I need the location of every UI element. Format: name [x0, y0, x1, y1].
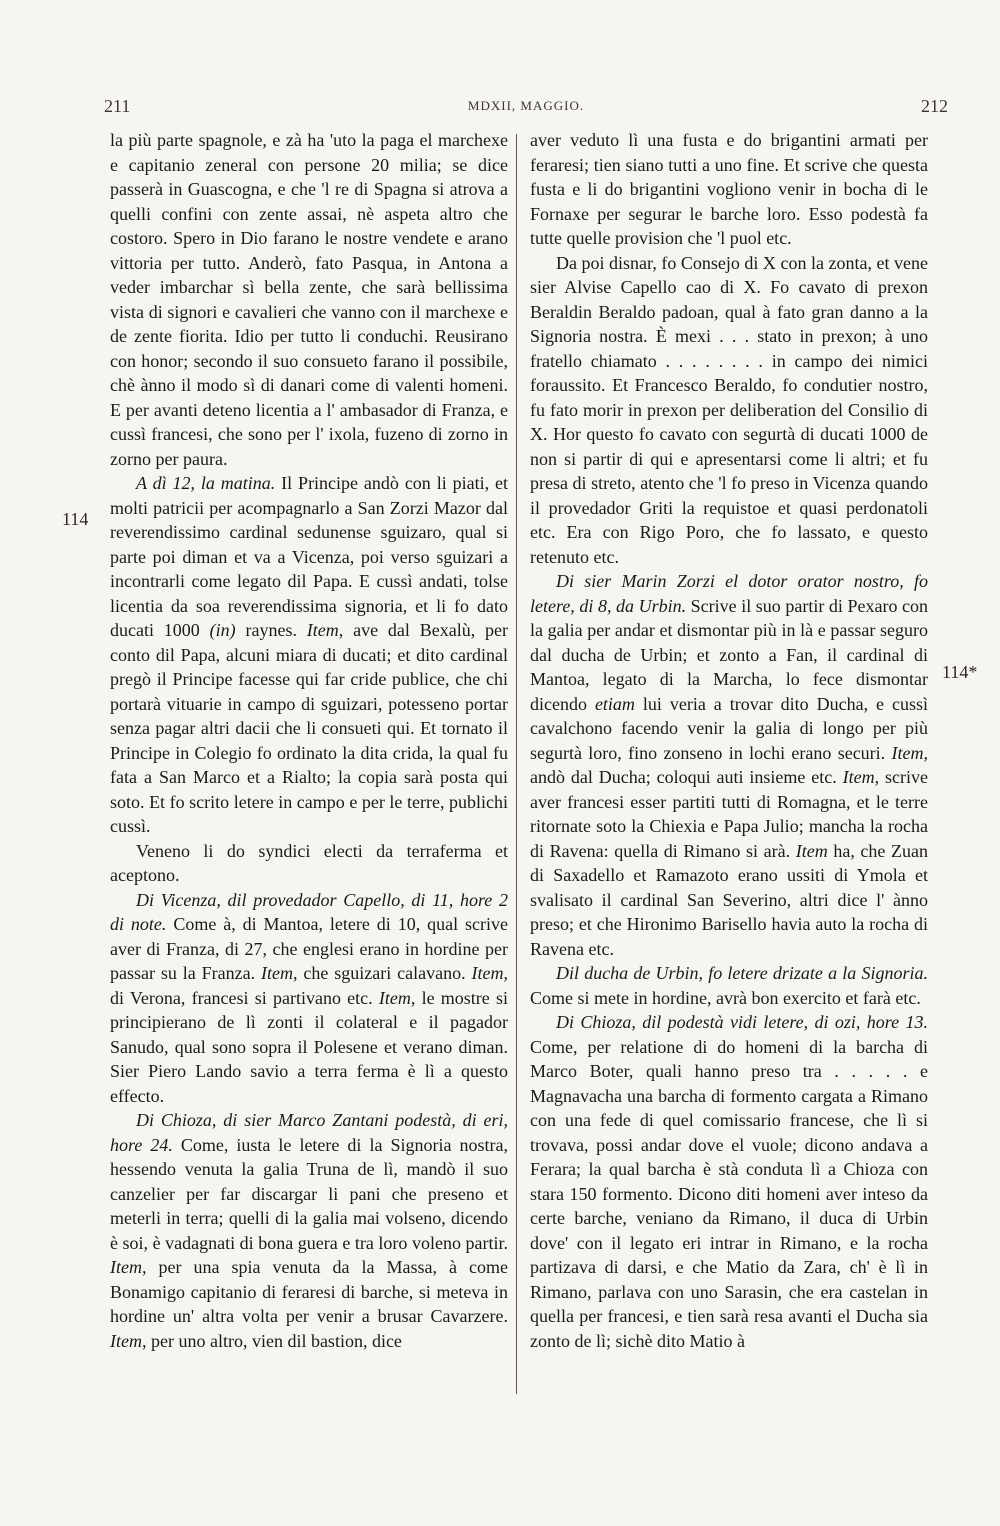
- paragraph: Di sier Marin Zorzi el dotor orator nostro, fo letere, di 8, da Urbin. Scrive il suo partir di Pexaro con la galia per andar et dismontar più in là e passar seguro dal ducha de Urbin; et zonto a Fan, il cardinal di Mantoa, legato di la Marcha, lo fece dismontar dicendo etiam lui veria a trovar dito Ducha, e cussì cavalchono facendo venir la galia di longo per più segurtà loro, fino zonseno in lochi erano securi. Item, andò dal Ducha; coloqui auti insieme etc. Item, scrive aver francesi esser partiti tutti di Romagna, et le terre ritornate soto la Chiexia e Papa Julio; mancha la rocha di Ravena: quella di Rimano si arà. Item ha, che Zuan di Saxadello et Ramazoto erano ussiti di Ymola et svalisato il cardinal San Severino, altri dice l' ànno preso; et che Hironimo Barisello havia auto la rocha di Ravena etc.: [530, 571, 929, 959]
- running-header: [104, 96, 948, 126]
- right-column: [530, 128, 928, 1353]
- page-number-right: 212: [921, 96, 948, 116]
- entry-heading: Di sier Marin Zorzi el dotor orator nostro, fo letere, di 8, da Urbin.: [530, 571, 928, 616]
- paragraph: Di Chioza, dil podestà vidi letere, di ozi, hore 13. Come, per relatione di do homeni di la barcha di Marco Boter, quali hanno preso tra . . . . . e Magnavacha una barcha di formento cargata a Rimano con una fede di quel comissario francese, che lì si trovava, possi andar dove el vuole; dicono andava a Ferara; la qual barcha è stà conduta lì a Chioza con stara 150 formento. Dicono diti homeni aver inteso da certe barche, veniano da Rimano, il duca di Urbin dove' con il legato eri intrar in Rimano, e la rocha partizava di darsi, e che Matio da Zara, ch' è lì in Rimano, parlava con uno Sarasin, che era castelan in quella per francesi, e tien sarà resa avanti el Ducha sia zonto de lì; sichè dito Matio à: [530, 1012, 928, 1351]
- entry-heading: Di Vicenza, dil provedador Capello, di 11, hore 2 di note.: [110, 889, 508, 934]
- paragraph: Dil ducha de Urbin, fo letere drizate a la Signoria. Come si mete in hordine, avrà bon exercito et farà etc.: [530, 963, 928, 1008]
- margin-note-left: 114: [62, 509, 89, 529]
- paragraph: Da poi disnar, fo Consejo di X con la zonta, et vene sier Alvise Capello cao di X. Fo cavato di prexon Beraldin Beraldo padoan, qual à fato gran danno a la Signoria nostra. È mexi . . . stato in prexon; à uno fratello chiamato . . . . . . . . in campo dei nimici foraussito. Et Francesco Beraldo, fo condutier nostro, fu fato morir in prexon per deliberation del Consilio di X. Hor questo fo cavato con segurtà di ducati 1000 de non si partir di qui e apresentarsi come li altri; et fu presa di streto, atento che 'l fo preso in Vicenza quando il provedador Griti la requistoe et quasi perdonatoli etc. Era con Rigo Poro, che fo lassato, e questo retenuto etc.: [530, 252, 928, 567]
- left-column: [110, 128, 508, 1353]
- entry-heading: A dì 12, la matina.: [136, 473, 276, 493]
- entry-heading: Dil ducha de Urbin, fo letere drizate a la Signoria.: [556, 963, 928, 983]
- entry-heading: Di Chioza, dil podestà vidi letere, di ozi, hore 13.: [556, 1012, 928, 1032]
- paragraph: la più parte spagnole, e zà ha 'uto la paga el marchexe e capitanio zeneral con persone 20 milia; se dice passerà in Guascogna, e che 'l re di Spagna si atrova a quelli confini con zente assai, nè aspeta altro che costoro. Spero in Dio farano le nostre vendete e arano vittoria per tutto. Anderò, fato Pasqua, in Antona a veder imbarchar sì bella zente, che sarà bellissima vista di signori e cavalieri che vanno con il marchexe e de zente fiorita. Idio per tutto li conduchi. Reusirano con honor; secondo il suo consueto farano il possibile, chè ànno il modo sì di danari come di valenti homeni. E per avanti deteno licentia a l' ambasador di Franza, e cussì francesi, che sono per l' ixola, fuzeno di zorno in zorno per paura.: [110, 130, 508, 469]
- column-divider: [516, 134, 517, 1394]
- page-number-left: 211: [104, 96, 131, 116]
- paragraph: Di Vicenza, dil provedador Capello, di 11, hore 2 di note. Come à, di Mantoa, letere di 10, qual scrive aver di Franza, di 27, che englesi erano in hordine per passar su la Franza. Item, che sguizari calavano. Item, di Verona, francesi si partivano etc. Item, le mostre si principierano de lì zonti il colateral e il pagador Sanudo, qual sono sopra il Polesene et verano diman. Sier Piero Lando savio a terra ferma è lì a questo effecto.: [110, 889, 508, 1106]
- paragraph: aver veduto lì una fusta e do brigantini armati per feraresi; tien siano tutti a uno fine. Et scrive che questa fusta e li do brigantini vogliono venir in bocha di le Fornaxe per segurar le barche loro. Esso podestà fa tutte quelle provision che 'l puol etc.: [530, 130, 928, 248]
- entry-heading: Di Chioza, di sier Marco Zantani podestà, di eri, hore 24.: [110, 1110, 508, 1155]
- paragraph: Veneno li do syndici electi da terraferma et aceptono.: [110, 840, 508, 885]
- paragraph: Di Chioza, di sier Marco Zantani podestà, di eri, hore 24. Come, iusta le letere di la Signoria nostra, hessendo venuta la galia Truna de lì, mandò il suo canzelier per far discargar li pani che preseno et meterli in terra; quelli di la galia mai volseno, dicendo è soi, è vadagnati di bona guera e tra loro voleno partir. Item, per una spia venuta da la Massa, à come Bonamigo capitanio di feraresi di barche, si meteva in hordine un' altra volta per venir a brusar Cavarzere. Item, per uno altro, vien dil bastion, dice: [110, 1110, 508, 1351]
- paragraph: A dì 12, la matina. Il Principe andò con li piati, et molti patricii per acompagnarlo a San Zorzi Mazor dal reverendissimo cardinal sedunense sguizaro, qual si parte poi diman et va a Vicenza, poi verso sguizari a incontrarli come legato dil Papa. E cussì andati, tolse licentia da soa reverendissima signoria, et li fo dato ducati 1000 (in) raynes. Item, ave dal Bexalù, per conto dil Papa, alcuni miara di ducati; et dito cardinal pregò il Principe facesse qui far cride publice, che chi portarà vituarie in campo di sguizari, potesseno portar senza pagar altri dacii che li consueti qui. Et tornato il Principe in Colegio fo ordinato la dita crida, la qual fu fata a San Marco et a Rialto; la copia sarà posta qui soto. Et fo scrito letere in campo e per le terre, publichi cussì.: [110, 473, 509, 836]
- running-title: MDXII, MAGGIO.: [467, 98, 585, 113]
- margin-note-right: 114*: [942, 662, 978, 682]
